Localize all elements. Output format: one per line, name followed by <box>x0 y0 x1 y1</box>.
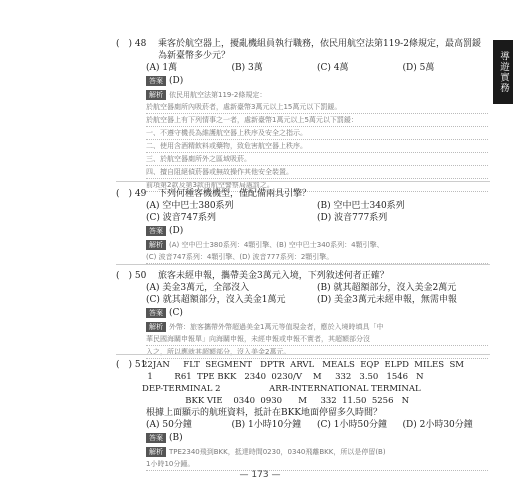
explain-line: 外幣：旅客攜帶外幣超過美金1萬元等值現金者，應於入境時填具「中 <box>169 323 384 331</box>
divider <box>116 181 490 182</box>
option-a: (A) 美金3萬元，全部沒入 <box>146 283 250 293</box>
question-51 <box>116 359 488 471</box>
explain-row <box>116 321 488 333</box>
explain-line: 於航空器上有下列情事之一者，處新臺幣1萬元以上5萬元以下罰鍰： <box>146 114 488 127</box>
explain-line: 前項第2款及第3款由航空警察局處罰之。 <box>146 179 488 192</box>
question-number: ( ) 48 <box>116 39 147 49</box>
table-row: DEP-TERMINAL 2 ARR-INTERNATIONAL TERMINAL <box>142 384 421 394</box>
options <box>116 200 488 224</box>
option-b: (B) 就其超額部分，沒入美金2萬元 <box>317 283 457 293</box>
answer-value: (D) <box>169 76 184 86</box>
explain-badge: 解析 <box>146 240 166 250</box>
table-row: BKK VIE 0340 0930 M 332 11.50 5256 N <box>142 396 410 406</box>
answer-row <box>116 225 488 237</box>
explanation <box>116 101 488 192</box>
chapter-side-tab: 導遊實務（一） <box>493 40 513 104</box>
option-a: (A) 空中巴士380系列 <box>146 201 234 211</box>
explanation <box>116 251 488 264</box>
explain-row <box>116 446 488 458</box>
explain-line: (A) 空中巴士380系列：4顆引擎、(B) 空中巴士340系列：4顆引擎、 <box>169 241 384 249</box>
question-49 <box>116 188 488 264</box>
options <box>116 419 488 431</box>
answer-badge: 答案 <box>146 76 166 86</box>
option-d: (D) 5萬 <box>402 63 435 73</box>
question-text: 乘客於航空器上，擾亂機組員執行職務，依民用航空法第119-2條規定，最高罰鍰為新臺幣多少元？ <box>158 39 481 61</box>
question-48 <box>116 38 488 192</box>
answer-badge: 答案 <box>146 308 166 318</box>
option-c: (C) 1小時50分鐘 <box>317 420 387 430</box>
answer-row <box>116 75 488 87</box>
explain-row <box>116 89 488 101</box>
explain-line: 三、於航空器廁所外之區域吸菸。 <box>146 153 488 166</box>
option-d: (D) 美金3萬元未經申報，無需申報 <box>317 295 457 305</box>
explain-badge: 解析 <box>146 447 166 457</box>
option-c: (C) 4萬 <box>317 63 349 73</box>
explanation <box>116 333 488 359</box>
answer-badge: 答案 <box>146 433 166 443</box>
question-text: 下列何種客機機型，僅配備兩具引擎？ <box>158 189 312 199</box>
divider <box>116 264 490 265</box>
option-a: (A) 50分鐘 <box>146 420 192 430</box>
option-d: (D) 2小時30分鐘 <box>402 420 473 430</box>
explain-line: TPE2340飛到BKK，抵達時間0230，0340飛離BKK，所以是停留(B) <box>169 448 386 456</box>
answer-row <box>116 432 488 444</box>
explain-line: 1小時10分鐘。 <box>146 458 488 471</box>
explain-line: 華民國海關申報單」向海關申報，未經申報或申報不實者，其超額部分沒 <box>146 333 488 346</box>
explain-line: 四、擅自阻絕偵菸器或無故操作其他安全裝置。 <box>146 166 488 179</box>
question-text: 旅客未經申報，攜帶美金3萬元入境，下列敘述何者正確？ <box>158 271 389 281</box>
answer-row <box>116 307 488 319</box>
table-row: 22JAN FLT SEGMENT DPTR ARVL MEALS EQP ELPD MILES SM <box>142 360 464 370</box>
page-number: — 173 — <box>239 470 281 480</box>
explain-line: 於航空器廁所內吸菸者，處新臺幣3萬元以上15萬元以下罰鍰。 <box>146 101 488 114</box>
option-b: (B) 3萬 <box>231 63 263 73</box>
explain-line: 二、使用含酒精飲料或藥物，致危害航空器上秩序。 <box>146 140 488 153</box>
explain-line: 一、不遵守機長為維護航空器上秩序及安全之指示。 <box>146 127 488 140</box>
options <box>116 282 488 306</box>
explain-line: (C) 波音747系列：4顆引擎、(D) 波音777系列：2顆引擎。 <box>146 251 488 264</box>
divider <box>116 354 490 355</box>
question-50 <box>116 270 488 359</box>
question-number: ( ) 49 <box>116 189 147 199</box>
explain-badge: 解析 <box>146 322 166 332</box>
option-d: (D) 波音777系列 <box>317 213 388 223</box>
answer-value: (D) <box>169 226 184 236</box>
option-b: (B) 空中巴士340系列 <box>317 201 405 211</box>
table-row: 1 R61 TPE BKK 2340 0230/V M 332 3.50 1546 N <box>142 372 424 382</box>
explain-row <box>116 239 488 251</box>
answer-value: (B) <box>169 433 183 443</box>
options <box>116 62 488 74</box>
question-text: 根據上面顯示的航班資料，抵計在BKK地面停留多久時間？ <box>146 408 383 418</box>
explain-badge: 解析 <box>146 90 166 100</box>
explain-line: 入之，所以應就其超額部分，沒入美金2萬元。 <box>146 346 488 359</box>
option-c: (C) 波音747系列 <box>146 213 216 223</box>
option-b: (B) 1小時10分鐘 <box>231 420 302 430</box>
question-number: ( ) 50 <box>116 271 147 281</box>
option-c: (C) 就其超額部分，沒入美金1萬元 <box>146 295 286 305</box>
answer-badge: 答案 <box>146 226 166 236</box>
explain-line: 依民用航空法第119-2條規定： <box>169 91 267 99</box>
answer-value: (C) <box>169 308 183 318</box>
flight-table <box>142 359 488 407</box>
option-a: (A) 1萬 <box>146 63 178 73</box>
question-number: ( ) 51 <box>116 360 147 370</box>
